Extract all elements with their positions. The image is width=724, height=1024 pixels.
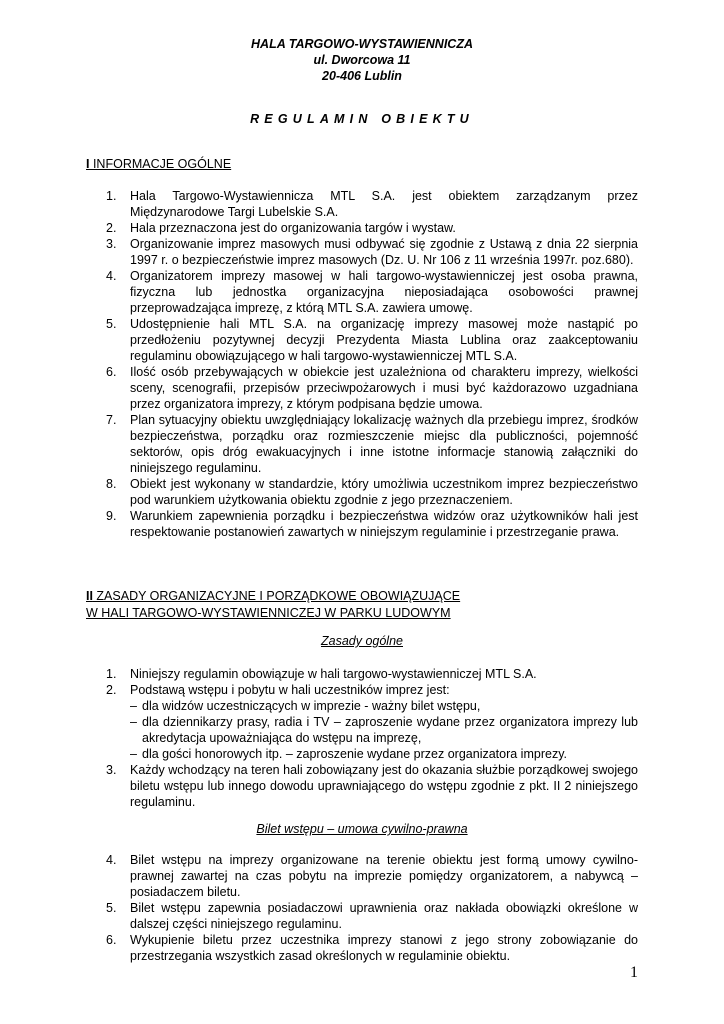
item-number: 8. (106, 477, 117, 491)
list-item (86, 762, 638, 810)
item-number: 2. (106, 683, 117, 697)
item-text: Organizatorem imprezy masowej w hali targowo-wystawienniczej jest osoba prawna, fizyczna lub jednostka organizacyjna nieposiadająca osobowości prawnej przeprowadzająca imprezę, z którą MTL S.A. zawiera umowę. (130, 269, 638, 315)
list-item (86, 220, 638, 236)
item-text: Hala Targowo-Wystawiennicza MTL S.A. jest obiektem zarządzanym przez Międzynarodowe Targi Lubelskie S.A. (130, 189, 638, 219)
item-number: 6. (106, 365, 117, 379)
dash-bullet: – (130, 747, 137, 761)
section-2-list-continued (86, 852, 638, 964)
section-2-heading (86, 588, 460, 621)
item-text: Obiekt jest wykonany w standardzie, który umożliwia uczestnikom imprez bezpieczeństwo pod warunkiem użytkowania obiektu zgodnie z jego przeznaczeniem. (130, 477, 638, 507)
list-item (86, 236, 638, 268)
sub-list (130, 698, 638, 762)
section-1-heading (86, 156, 231, 173)
subheading-general-rules: Zasady ogólne (320, 634, 403, 648)
document-title: REGULAMIN OBIEKTU (250, 112, 474, 126)
list-item (86, 682, 638, 762)
sub-list-item (130, 746, 638, 762)
item-number: 3. (106, 763, 117, 777)
section-1-heading-text: INFORMACJE OGÓLNE (89, 157, 232, 171)
sub-list-item (130, 714, 638, 746)
sub-item-text: dla dziennikarzy prasy, radia i TV – zaproszenie wydane przez organizatora imprezy lub akredytacja upoważniająca do wstępu na imprezę, (142, 715, 638, 745)
item-number: 5. (106, 901, 117, 915)
item-number: 4. (106, 853, 117, 867)
item-text: Bilet wstępu zapewnia posiadaczowi uprawnienia oraz nakłada obowiązki określone w dalszej części niniejszego regulaminu. (130, 901, 638, 931)
header-line-3: 20-406 Lublin (322, 69, 402, 83)
list-item (86, 852, 638, 900)
list-item (86, 268, 638, 316)
list-item (86, 364, 638, 412)
list-item (86, 476, 638, 508)
item-text: Niniejszy regulamin obowiązuje w hali targowo-wystawienniczej MTL S.A. (130, 667, 537, 681)
section-2-list (86, 666, 638, 810)
item-text: Organizowanie imprez masowych musi odbywać się zgodnie z Ustawą z dnia 22 sierpnia 1997 r. o bezpieczeństwie imprez masowych (Dz. U. Nr 106 z 11 września 1997r. poz.680). (130, 237, 638, 267)
item-text: Każdy wchodzący na teren hali zobowiązany jest do okazania służbie porządkowej swojego biletu wstępu lub innego dowodu uprawniającego do wstępu zgodnie z pkt. II 2 niniejszego regulaminu. (130, 763, 638, 809)
item-number: 4. (106, 269, 117, 283)
item-text: Plan sytuacyjny obiektu uwzględniający lokalizację ważnych dla przebiegu imprez, środków bezpieczeństwa, porządku oraz rozmieszczenie miejsc dla publiczności, pojemność sektorów, opis dróg ewakuacyjnych i inne istotne informacje stanowią załączniki do niniejszego regulaminu. (130, 413, 638, 475)
item-text: Warunkiem zapewnienia porządku i bezpieczeństwa widzów oraz użytkowników hali jest respektowanie postanowień zawartych w niniejszym regulaminie i przestrzeganie prawa. (130, 509, 638, 539)
section-2-roman: II (86, 589, 93, 603)
item-number: 1. (106, 189, 117, 203)
item-number: 6. (106, 933, 117, 947)
sub-item-text: dla gości honorowych itp. – zaproszenie wydane przez organizatora imprezy. (142, 747, 567, 761)
list-item (86, 412, 638, 476)
item-number: 3. (106, 237, 117, 251)
item-number: 7. (106, 413, 117, 427)
sub-item-text: dla widzów uczestniczących w imprezie - ważny bilet wstępu, (142, 699, 481, 713)
section-1-roman: I (86, 157, 90, 171)
item-number: 2. (106, 221, 117, 235)
list-item (86, 188, 638, 220)
item-number: 5. (106, 317, 117, 331)
header-line-2: ul. Dworcowa 11 (313, 53, 411, 67)
item-text: Hala przeznaczona jest do organizowania targów i wystaw. (130, 221, 456, 235)
dash-bullet: – (130, 699, 137, 713)
page-number: 1 (630, 964, 638, 981)
item-text: Wykupienie biletu przez uczestnika imprezy stanowi z jego strony zobowiązanie do przestrzegania wszystkich zasad określonych w regulaminie obiektu. (130, 933, 638, 963)
header-line-1: HALA TARGOWO-WYSTAWIENNICZA (251, 37, 473, 51)
item-text: Ilość osób przebywających w obiekcie jest uzależniona od charakteru imprezy, wielkości sceny, scenografii, przepisów przeciwpożarowych i musi być każdorazowo uzgadniana przez organizatora imprezy, z którym podpisana będzie umowa. (130, 365, 638, 411)
list-item (86, 932, 638, 964)
dash-bullet: – (130, 715, 137, 729)
list-item (86, 508, 638, 540)
section-2-heading-line-2: W HALI TARGOWO-WYSTAWIENNICZEJ W PARKU LUDOWYM (86, 605, 451, 620)
subheading-ticket: Bilet wstępu – umowa cywilno-prawna (256, 822, 468, 836)
item-text: Podstawą wstępu i pobytu w hali uczestników imprez jest: (130, 683, 450, 697)
item-text: Bilet wstępu na imprezy organizowane na terenie obiektu jest formą umowy cywilno-prawnej zawartej na czas pobytu na imprezie pomiędzy organizatorem, a nabywcą – posiadaczem biletu. (130, 853, 638, 899)
item-text: Udostępnienie hali MTL S.A. na organizację imprezy masowej może nastąpić po przedłożeniu pozytywnej decyzji Prezydenta Miasta Lublina oraz zaakceptowaniu regulaminu obowiązującego w hali targowo-wystawienniczej MTL S.A. (130, 317, 638, 363)
section-2-heading-line-1: ZASADY ORGANIZACYJNE I PORZĄDKOWE OBOWIĄZUJĄCE (92, 589, 461, 603)
list-item (86, 316, 638, 364)
section-1-list (86, 188, 638, 540)
item-number: 1. (106, 667, 117, 681)
list-item (86, 900, 638, 932)
list-item (86, 666, 638, 682)
item-number: 9. (106, 509, 117, 523)
sub-list-item (130, 698, 638, 714)
